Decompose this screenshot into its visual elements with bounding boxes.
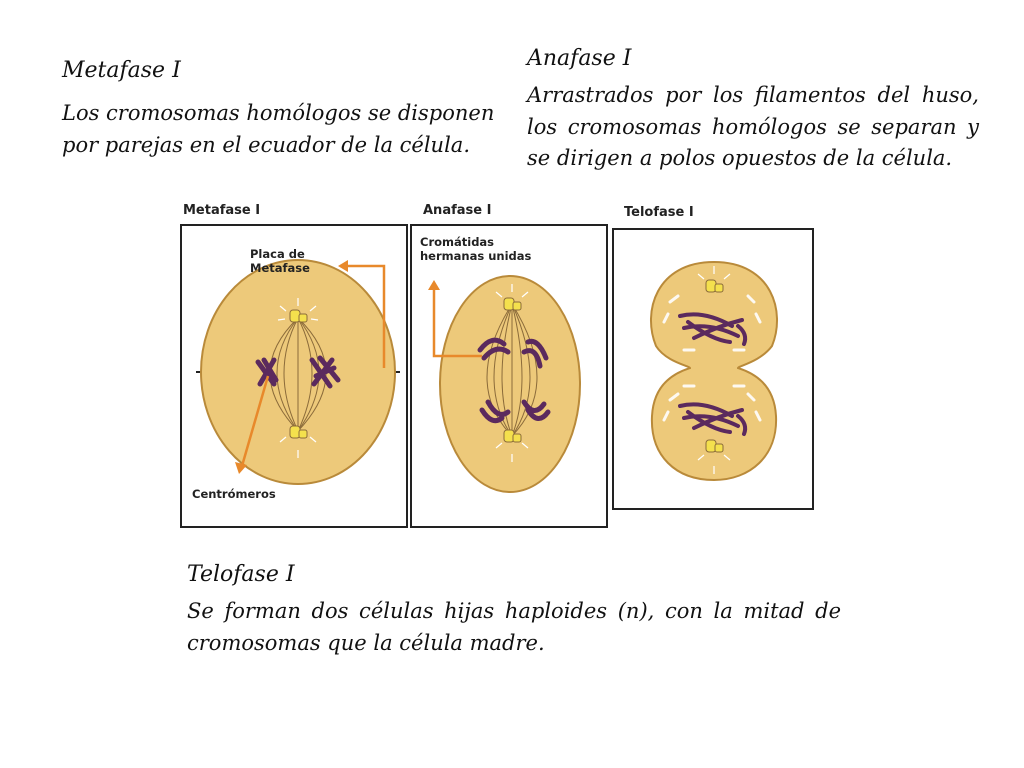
placa-metafase-label: Placa de Metafase — [250, 247, 310, 275]
telofase-panel — [612, 228, 814, 510]
telofase-illustration — [614, 230, 812, 508]
telofase-title: Telofase I — [187, 562, 295, 587]
metafase-title: Metafase I — [62, 58, 181, 83]
telofase-panel-label: Telofase I — [624, 205, 694, 220]
anafase-title: Anafase I — [527, 46, 632, 71]
anafase-panel-label: Anafase I — [423, 203, 492, 218]
telofase-description: Se forman dos células hijas haploides (n), con la mitad de cromosomas que la célula madre. — [187, 599, 841, 655]
centromeros-label: Centrómeros — [192, 487, 276, 501]
anafase-panel — [410, 224, 608, 528]
metafase-panel — [180, 224, 408, 528]
metafase-panel-label: Metafase I — [183, 203, 261, 218]
anafase-illustration — [412, 226, 606, 526]
anafase-description: Arrastrados por los filamentos del huso, los cromosomas homólogos se separan y se dirigen a polos opuestos de la célula. — [527, 83, 979, 170]
cromatidas-label: Cromátidas hermanas unidas — [420, 235, 532, 263]
metafase-description: Los cromosomas homólogos se disponen por parejas en el ecuador de la célula. — [62, 101, 495, 157]
